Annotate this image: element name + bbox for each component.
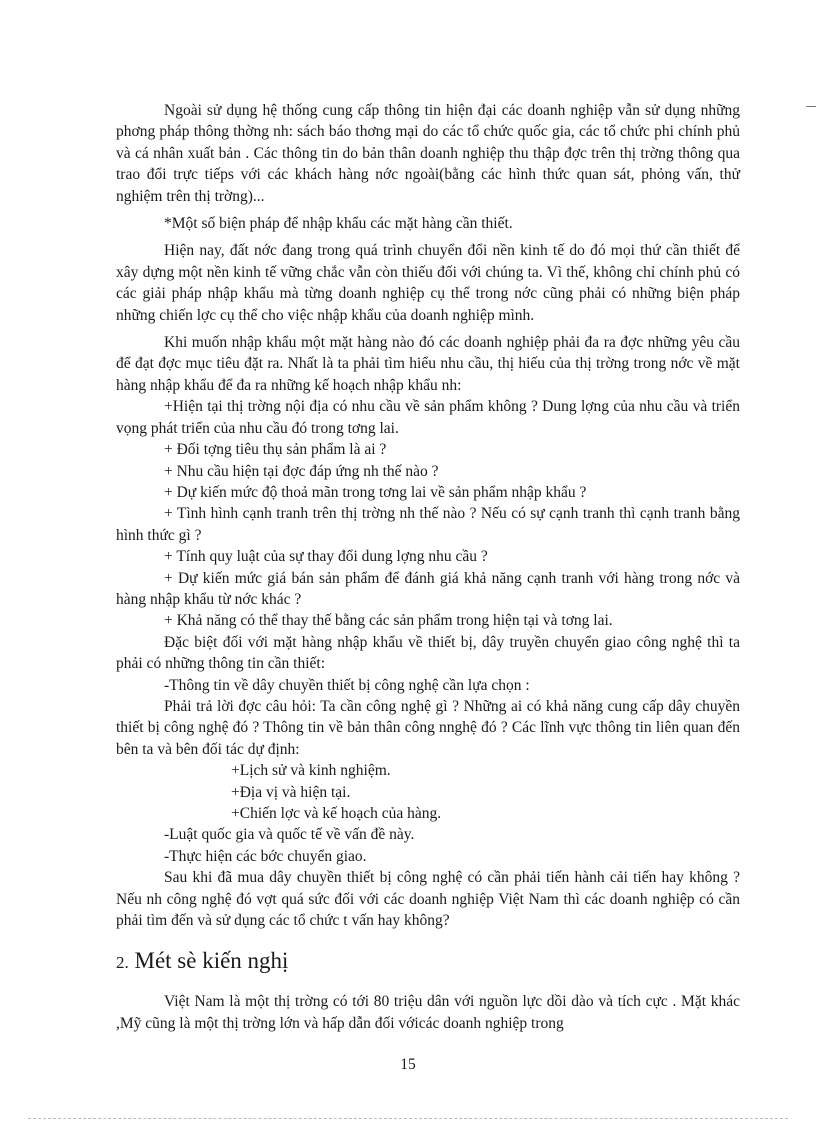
section-number: 2. (116, 953, 129, 973)
sub-bullet-position: +Địa vị và hiện tại. (231, 783, 351, 801)
bullet-price-forecast: + Dự kiến mức giá bán sản phẩm để đánh giá khả năng cạnh tranh với hàng trong nớc và hàng nhập khẩu từ nớc khác ? (116, 569, 740, 608)
bullet-competition: + Tình hình cạnh tranh trên thị trờng nh thế nào ? Nếu có sự cạnh tranh thì cạnh tranh bằng hình thức gì ? (116, 505, 740, 544)
page-body (116, 100, 740, 1034)
bullet-substitution: + Khả năng có thể thay thế bằng các sản phẩm trong hiện tại và tơng lai. (164, 612, 613, 630)
paragraph-information-sources: Ngoài sử dụng hệ thống cung cấp thông tin hiện đại các doanh nghiệp vẫn sử dụng những phơng pháp thông thờng nh: sách báo thơng mại do các tổ chức quốc gia, các tổ chức phi chính phủ và cá nhân xuất bản . Các thông tin do bản thân doanh nghiệp thu thập đợc trên thị trờng thông qua trao đổi trực tiếps với các khách hàng nớc ngoài(bằng các hình thức quan sát, phỏng vấn, thử nghiệm trên thị trờng)... (116, 102, 740, 205)
paragraph-equipment-import: Đặc biệt đối với mặt hàng nhập khẩu về thiết bị, dây truyền chuyển giao công nghệ thì ta phải có những thông tin cần thiết: (116, 633, 740, 673)
bullet-future-satisfaction: + Dự kiến mức độ thoả mãn trong tơng lai về sản phẩm nhập khẩu ? (164, 483, 587, 501)
bullet-target-consumers: + Đối tợng tiêu thụ sản phẩm là ai ? (164, 441, 387, 459)
bullet-current-demand: + Nhu cầu hiện tại đợc đáp ứng nh thế nào ? (164, 462, 439, 480)
corner-crop-mark (806, 96, 816, 107)
paragraph-transfer-steps: -Thực hiện các bớc chuyển giao. (164, 847, 367, 865)
section-title: Mét sè kiến nghị (134, 948, 289, 974)
section-heading (116, 947, 740, 977)
paragraph-import-measures-title: *Một số biện pháp để nhập khẩu các mặt hàng cần thiết. (164, 215, 513, 233)
paragraph-country-transition: Hiện nay, đất nớc đang trong quá trình chuyển đổi nền kinh tế do đó mọi thứ cần thiết để xây dựng một nền kinh tế vững chắc vẫn còn thiếu đối với chúng ta. Vì thế, không chỉ chính phủ có các giải pháp nhập khẩu mà từng doanh nghiệp cụ thể trong nớc cũng phải có những biện pháp những chiến lợc cụ thể cho việc nhập khẩu của doanh nghiệp mình. (116, 242, 740, 324)
paragraph-equipment-info: -Thông tin về dây chuyền thiết bị công nghệ cần lựa chọn : (164, 676, 530, 694)
bullet-demand-capacity: + Tính quy luật của sự thay đổi dung lợng nhu cầu ? (164, 548, 488, 566)
paragraph-questions: Phải trả lời đợc câu hỏi: Ta cần công nghệ gì ? Những ai có khả năng cung cấp dây chuyền thiết bị công nghệ đó ? Thông tin về bản thân công nnghệ đó ? Các lĩnh vực thông tin liên quan đến bên ta và bên đối tác dự định: (116, 697, 740, 758)
bullet-domestic-demand: +Hiện tại thị trờng nội địa có nhu cầu về sản phẩm không ? Dung lợng của nhu cầu và triển vọng phát triển của nhu cầu đó trong tơng lai. (116, 398, 740, 437)
paragraph-import-requirements: Khi muốn nhập khẩu một mặt hàng nào đó các doanh nghiệp phải đa ra đợc những yêu cầu để đạt đợc mục tiêu đặt ra. Nhất là ta phải tìm hiểu nhu cầu, thị hiếu của thị trờng trong nớc về mặt hàng nhập khẩu để đa ra những kế hoạch nhập khẩu nh: (116, 334, 740, 394)
page-number: 15 (400, 1056, 416, 1073)
sub-bullet-history: +Lịch sử và kinh nghiệm. (231, 762, 391, 780)
paragraph-improvement: Sau khi đã mua dây chuyền thiết bị công nghệ có cần phải tiến hành cải tiến hay không ? Nếu nh công nghệ đó vợt quá sức đối với các doanh nghiệp Việt Nam thì các doanh nghiệp có cần phải tìm đến và sử dụng các tổ chức t vấn hay không? (116, 869, 740, 930)
page-bottom-rule (28, 1118, 788, 1119)
paragraph-vietnam-market: Việt Nam là một thị trờng có tới 80 triệu dân với nguồn lực dồi dào và tích cực . Mặt khác ,Mỹ cũng là một thị trờng lớn và hấp dẫn đối vớicác doanh nghiệp trong (116, 993, 740, 1032)
paragraph-law: -Luật quốc gia và quốc tế về vấn đề này. (164, 826, 415, 844)
sub-bullet-strategy: +Chiến lợc và kế hoạch của hàng. (231, 805, 442, 822)
